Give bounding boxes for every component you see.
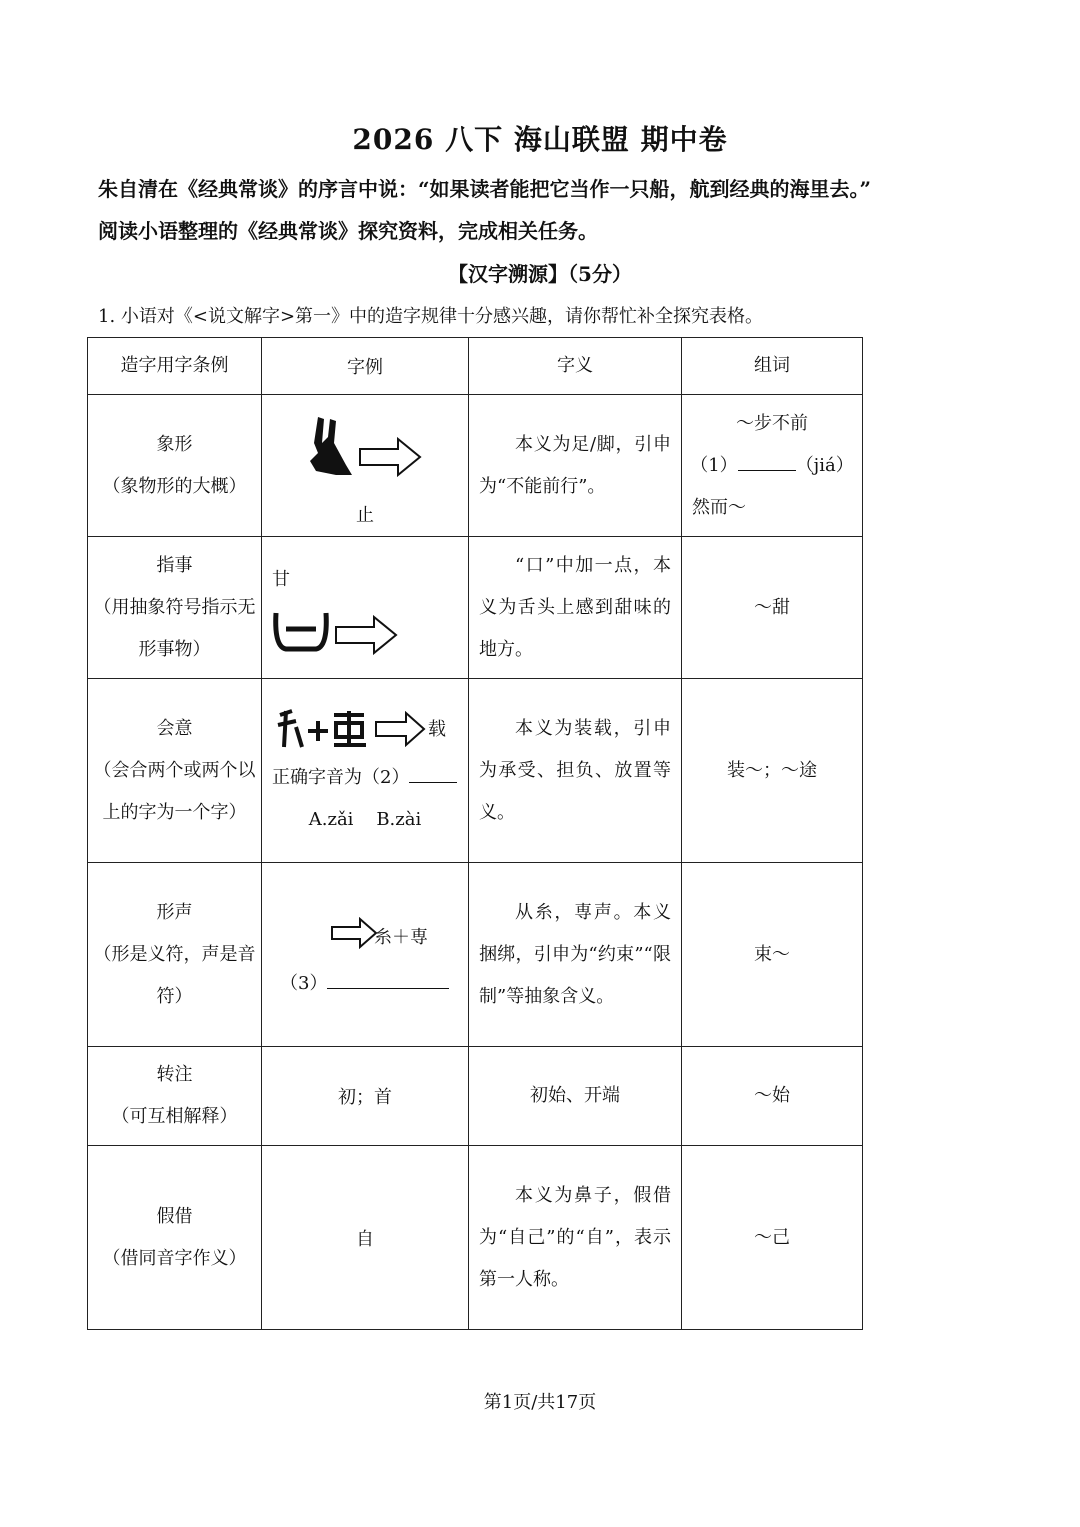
type-name: 形声 (156, 901, 193, 923)
ancient-gan-glyph (272, 609, 330, 653)
answer-blank-3: （3） (280, 963, 449, 1005)
header-cell: 字义 (469, 338, 682, 395)
type-name: 假借 (156, 1205, 193, 1227)
table-row (88, 863, 863, 1047)
section-heading: 【汉字溯源】（5分） (448, 262, 632, 286)
table-header-row (88, 338, 863, 395)
meaning-cell: 本义为装载，引申为承受、担负、放置等义。 (469, 679, 682, 863)
example-cell: 自 (262, 1146, 469, 1330)
words-cell: ～甜 (682, 537, 863, 679)
meaning-cell: 初始、开端 (469, 1047, 682, 1146)
example-char: 载 (428, 719, 446, 740)
table-row (88, 537, 863, 679)
question-text: 1. 小语对《<说文解字>第一》中的造字规律十分感兴趣，请你帮忙补全探究表格。 (98, 306, 764, 327)
header-cell: 字例 (262, 338, 469, 395)
type-cell (88, 1146, 262, 1330)
type-desc: （形是义符，声是音符） (93, 943, 256, 1007)
page-number: 第1页/共17页 (483, 1392, 597, 1413)
example-char: 甘 (272, 569, 290, 590)
meaning-cell: 从糸，専声。本义捆绑，引申为“约束”“限制”等抽象含义。 (469, 863, 682, 1047)
meaning-cell: 本义为足/脚，引申为“不能前行”。 (469, 395, 682, 537)
type-desc: （象物形的大概） (102, 475, 247, 497)
words-cell: ～始 (682, 1047, 863, 1146)
type-desc: （可互相解释） (111, 1106, 238, 1127)
example-cell (262, 395, 469, 537)
example-cell (262, 537, 469, 679)
right-arrow-icon (374, 711, 426, 747)
meaning-cell: “口”中加一点，本义为舌头上感到甜味的地方。 (469, 537, 682, 679)
words-cell: ～己 (682, 1146, 863, 1330)
example-cell (262, 679, 469, 863)
table-row (88, 1047, 863, 1146)
answer-blank-2: 正确字音为（2） (272, 757, 457, 799)
table-row (88, 395, 863, 537)
type-desc: （借同音字作义） (102, 1247, 247, 1269)
right-arrow-icon (334, 615, 398, 655)
words-cell: 装～；～途 (682, 679, 863, 863)
option-b: B.zài (376, 809, 422, 830)
ancient-zai-glyph (274, 707, 370, 751)
type-name: 指事 (156, 554, 193, 576)
type-name: 象形 (156, 433, 193, 455)
type-cell (88, 395, 262, 537)
pronunciation-options (262, 799, 468, 841)
words-cell (682, 395, 863, 537)
type-desc: （会合两个或两个以上的字为一个字） (93, 759, 256, 823)
words-cell: 束～ (682, 863, 863, 1047)
right-arrow-icon (330, 917, 378, 949)
type-name: 转注 (156, 1064, 193, 1085)
type-cell (88, 863, 262, 1047)
ancient-foot-glyph (308, 413, 354, 479)
intro-line-1: 朱自清在《经典常谈》的序言中说：“如果读者能把它当作一只船，航到经典的海里去。” (98, 177, 872, 201)
example-char: 止 (356, 505, 374, 526)
type-desc: （用抽象符号指示无形事物） (93, 596, 256, 660)
words-line: 然而～ (692, 496, 746, 518)
components-text: 糸＋専 (374, 927, 428, 948)
example-cell (262, 863, 469, 1047)
type-name: 会意 (156, 717, 193, 739)
header-cell: 造字用字条例 (88, 338, 262, 395)
right-arrow-icon (358, 437, 422, 477)
type-cell (88, 1047, 262, 1146)
words-line: ～步不前 (736, 412, 808, 434)
exploration-table (87, 337, 863, 1330)
type-cell (88, 537, 262, 679)
example-cell: 初；首 (262, 1047, 469, 1146)
meaning-cell: 本义为鼻子，假借为“自己”的“自”，表示第一人称。 (469, 1146, 682, 1330)
table-row (88, 1146, 863, 1330)
answer-blank-1: （1） （jiá） (682, 445, 862, 487)
option-a: A.zǎi (308, 809, 354, 830)
page-title: 2026 八下 海山联盟 期中卷 (352, 123, 728, 156)
header-cell: 组词 (682, 338, 863, 395)
type-cell (88, 679, 262, 863)
intro-line-2: 阅读小语整理的《经典常谈》探究资料，完成相关任务。 (98, 219, 598, 243)
table-row (88, 679, 863, 863)
